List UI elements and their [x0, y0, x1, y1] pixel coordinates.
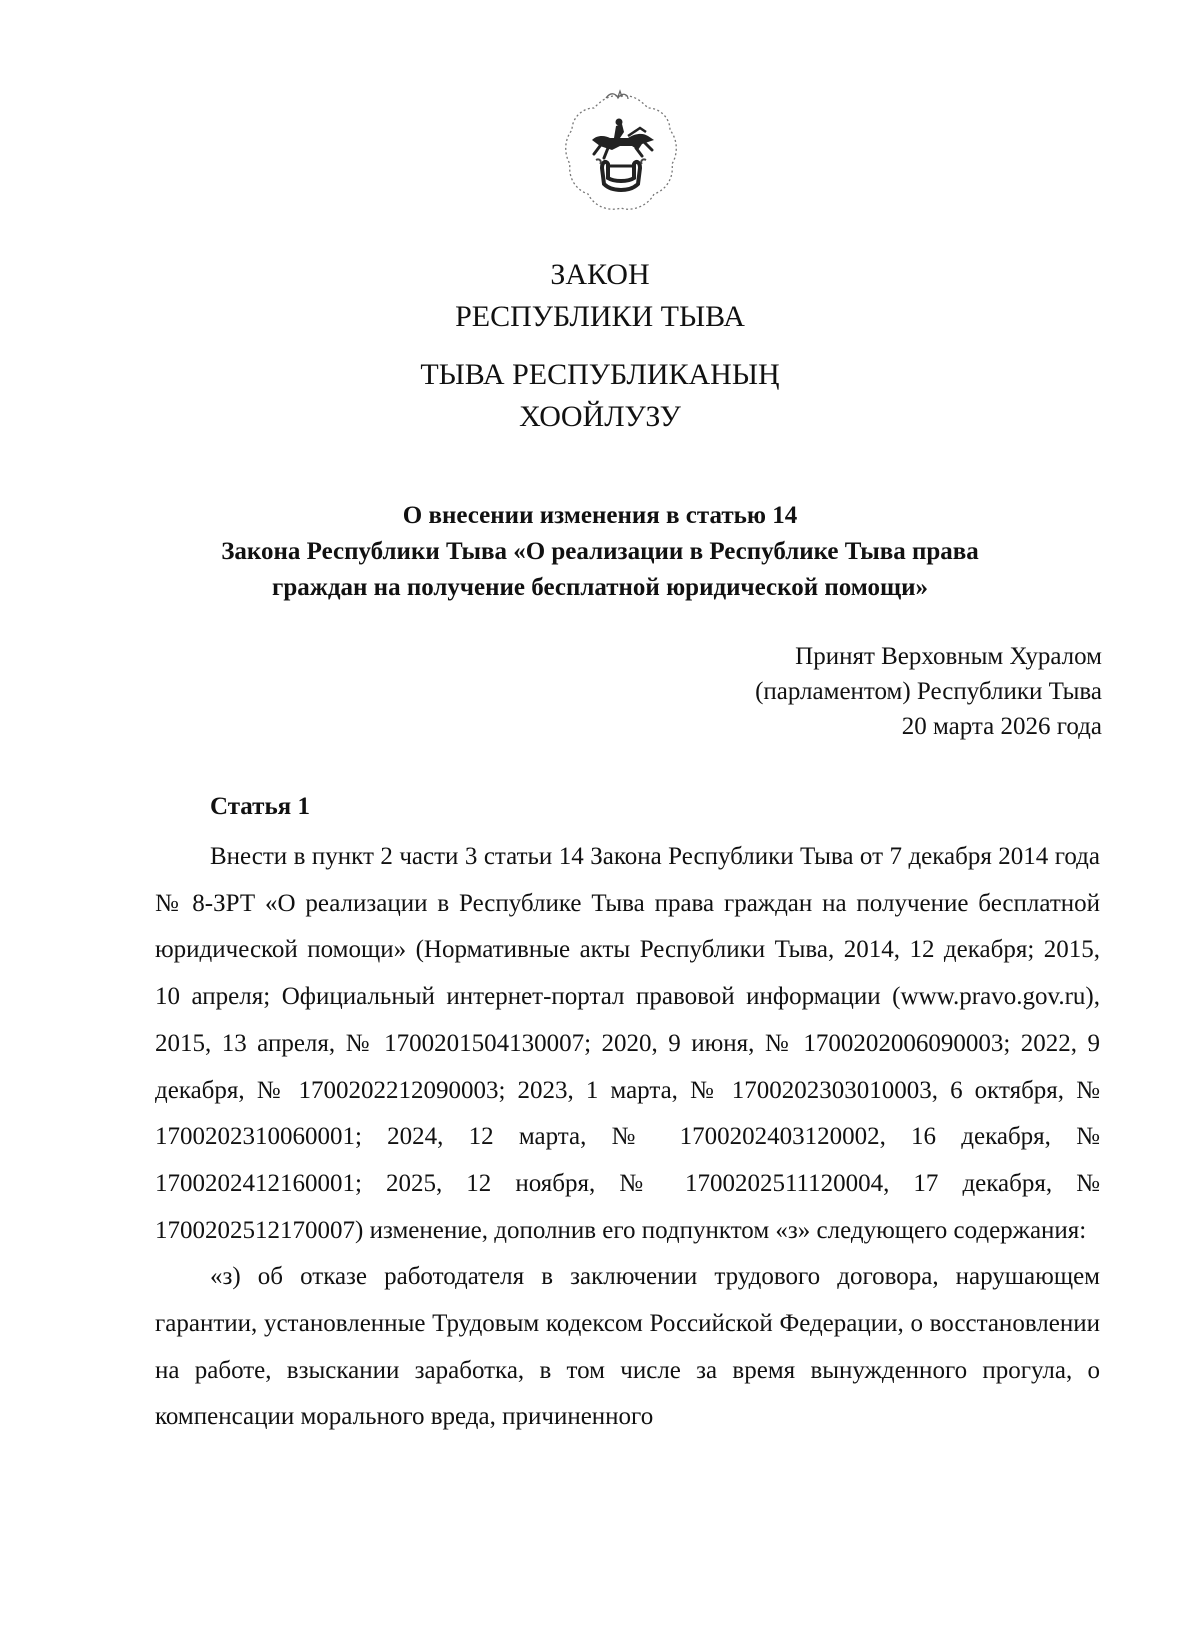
- tuva-coat-of-arms-icon: [556, 88, 686, 218]
- article-paragraph: «з) об отказе работодателя в заключении трудового договора, нарушающем гарантии, установленные Трудовым кодексом Российской Федерации, о восстановлении на работе, взыскании заработка, в том числе за время вынужденного прогула, о компенсации морального вреда, причиненного: [155, 1263, 1100, 1431]
- republic-name-line: РЕСПУБЛИКИ ТЫВА: [455, 300, 745, 333]
- adoption-line: (парламентом) Республики Тыва: [755, 678, 1102, 705]
- law-title-line: ЗАКОН: [550, 258, 650, 291]
- article-paragraph: Внести в пункт 2 части 3 статьи 14 Закона Республики Тыва от 7 декабря 2014 года № 8-ЗРТ «О реализации в Республике Тыва права граждан на получение бесплатной юридической помощи» (Нормативные акты Республики Тыва, 2014, 12 декабря; 2015, 10 апреля; Официальный интернет-портал правовой информации (www.pravo.gov.ru), 2015, 13 апреля, № 1700201504130007; 2020, 9 июня, № 1700202006090003; 2022, 9 декабря, № 1700202212090003; 2023, 1 марта, № 1700202303010003, 6 октября, № 1700202310060001; 2024, 12 марта, № 1700202403120002, 16 декабря, № 1700202412160001; 2025, 12 ноября, № 1700202511120004, 17 декабря, № 1700202512170007) изменение, дополнив его подпунктом «з» следующего содержания:: [155, 843, 1100, 1244]
- coat-of-arms: [556, 88, 686, 218]
- article-title: Статья 1: [210, 793, 310, 820]
- adoption-note: [755, 639, 1102, 744]
- subject-line: Закона Республики Тыва «О реализации в Республике Тыва права: [221, 538, 979, 565]
- article-body: [155, 834, 1100, 1441]
- republic-name-tyv-line: ТЫВА РЕСПУБЛИКАНЫҢ: [420, 358, 780, 391]
- adoption-date: 20 марта 2026 года: [901, 713, 1102, 740]
- adoption-line: Принят Верховным Хуралом: [795, 643, 1102, 670]
- subject-line: граждан на получение бесплатной юридической помощи»: [271, 574, 928, 601]
- law-subject: [0, 498, 1200, 606]
- law-title-ru: [0, 254, 1200, 338]
- law-title-tyv-line: ХООЙЛУЗУ: [519, 400, 681, 433]
- subject-line: О внесении изменения в статью 14: [402, 502, 798, 529]
- law-title-tyv: [0, 354, 1200, 438]
